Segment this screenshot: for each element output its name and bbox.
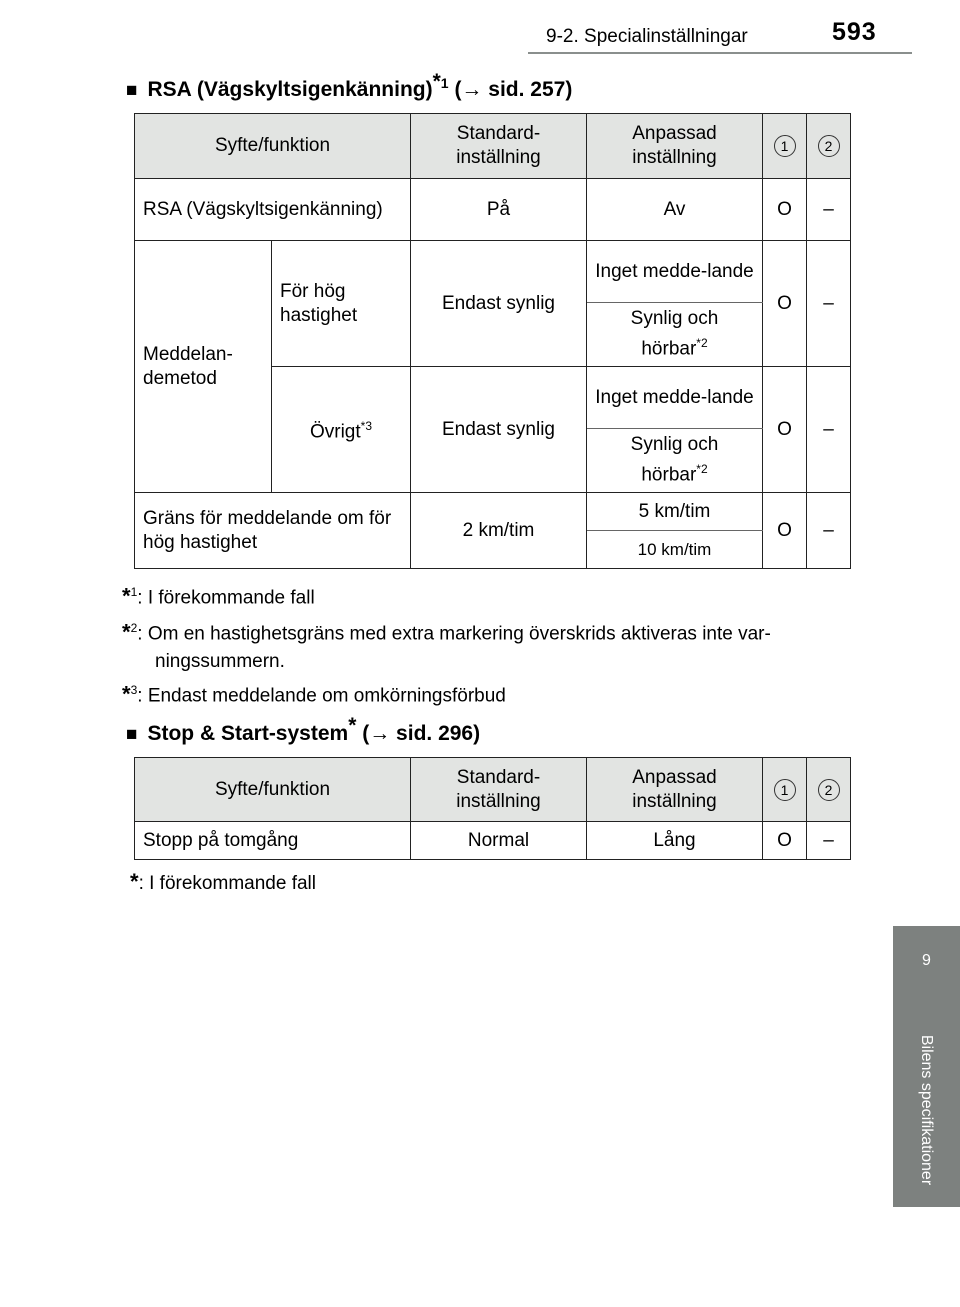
cell-other-label: Övrigt$^{*3}$ bbox=[272, 367, 411, 493]
cell-default: På bbox=[411, 179, 587, 241]
footnote: *$^3$: Endast meddelande om omkörningsförbud bbox=[122, 681, 506, 707]
cell-other-c1: O bbox=[763, 367, 807, 493]
footnote-asterisk-icon: * bbox=[122, 619, 131, 645]
col-header-1 bbox=[763, 758, 807, 822]
heading-footnote-ref: 1 bbox=[440, 75, 449, 91]
chapter-title-tab[interactable] bbox=[893, 1010, 960, 1207]
cell-c2: – bbox=[807, 822, 851, 860]
footnote: *$^2$: Om en hastighetsgräns med extra markering överskrids aktiveras inte var- ningssummern. bbox=[122, 619, 771, 673]
footnote-asterisk-icon: * bbox=[122, 681, 131, 707]
cell-high-speed-default: Endast synlig bbox=[411, 241, 587, 367]
footnote: *$^1$: I förekommande fall bbox=[122, 583, 315, 609]
footnote-asterisk-icon: * bbox=[122, 583, 131, 609]
footnote-ref: 2 bbox=[700, 336, 708, 351]
cell-limit-opt1: 5 km/tim bbox=[587, 493, 763, 531]
table-header-row bbox=[135, 758, 851, 822]
col-header-1 bbox=[763, 114, 807, 179]
table-row bbox=[135, 493, 851, 531]
cell-other-default: Endast synlig bbox=[411, 367, 587, 493]
cell-c2: – bbox=[807, 179, 851, 241]
cell-limit-c2: – bbox=[807, 493, 851, 569]
circled-2-icon: 2 bbox=[818, 779, 840, 801]
col-header-default: Standard-inställning bbox=[411, 758, 587, 822]
cell-high-speed-c2: – bbox=[807, 241, 851, 367]
cell-function: RSA (Vägskyltsigenkänning) bbox=[135, 179, 411, 241]
rsa-heading-text: RSA (Vägskyltsigenkänning) bbox=[147, 78, 433, 101]
chapter-number: 9 bbox=[922, 952, 931, 969]
cell-high-speed-opt2: Synlig och hörbar$^{*2}$ bbox=[587, 303, 763, 367]
col-header-custom: Anpassad inställning bbox=[587, 114, 763, 179]
bullet-square-icon: ■ bbox=[126, 724, 138, 745]
cell-function: Stopp på tomgång bbox=[135, 822, 411, 860]
cell-method-label: Meddelan-demetod bbox=[135, 241, 272, 493]
cell-other-opt2: Synlig och hörbar$^{*2}$ bbox=[587, 429, 763, 493]
col-header-2 bbox=[807, 114, 851, 179]
opt2-text: Synlig och hörbar bbox=[630, 308, 719, 360]
page-reference: (→ sid. 296) bbox=[362, 722, 481, 745]
header-rule bbox=[528, 52, 912, 54]
cell-limit-default: 2 km/tim bbox=[411, 493, 587, 569]
footnote-ref: 2 bbox=[700, 462, 708, 477]
col-header-2 bbox=[807, 758, 851, 822]
footnote-asterisk-icon: * bbox=[130, 869, 139, 894]
page-number: 593 bbox=[832, 18, 877, 46]
rsa-settings-table bbox=[134, 113, 851, 569]
bullet-square-icon: ■ bbox=[126, 80, 138, 101]
footnote-text: I förekommande fall bbox=[149, 873, 316, 894]
stopstart-heading: ■ Stop & Start-system* (→ sid. 296) bbox=[126, 714, 481, 745]
footnote-number: 3 bbox=[130, 683, 138, 697]
col-header-function: Syfte/funktion bbox=[135, 114, 411, 179]
other-label-text: Övrigt bbox=[309, 421, 361, 443]
table-row bbox=[135, 822, 851, 860]
table-row bbox=[135, 179, 851, 241]
footnote-text: Endast meddelande om omkörningsförbud bbox=[147, 685, 506, 707]
cell-default: Normal bbox=[411, 822, 587, 860]
footnote-text: Om en hastighetsgräns med extra markering överskrids aktiveras inte var- bbox=[147, 623, 771, 645]
cell-limit-opt2: 10 km/tim bbox=[587, 531, 763, 569]
cell-high-speed-label: För hög hastighet bbox=[272, 241, 411, 367]
col-header-default: Standard-inställning bbox=[411, 114, 587, 179]
circled-1-icon: 1 bbox=[774, 779, 796, 801]
page-reference: (→ sid. 257) bbox=[454, 78, 573, 101]
cell-other-opt1: Inget medde-lande bbox=[587, 367, 763, 429]
cell-limit-label: Gräns för meddelande om för hög hastighet bbox=[135, 493, 411, 569]
chapter-tab[interactable] bbox=[893, 926, 960, 1010]
cell-c1: O bbox=[763, 822, 807, 860]
col-header-function: Syfte/funktion bbox=[135, 758, 411, 822]
footnote: *: I förekommande fall bbox=[130, 869, 316, 894]
stopstart-settings-table bbox=[134, 757, 851, 860]
footnote-text: I förekommande fall bbox=[147, 587, 315, 609]
circled-1-icon: 1 bbox=[774, 135, 796, 157]
footnote-text-continued: ningssummern. bbox=[155, 651, 285, 673]
cell-high-speed-opt1: Inget medde-lande bbox=[587, 241, 763, 303]
table-row bbox=[135, 241, 851, 303]
cell-custom: Lång bbox=[587, 822, 763, 860]
opt2-text: Synlig och hörbar bbox=[630, 434, 719, 486]
cell-other-c2: – bbox=[807, 367, 851, 493]
footnote-number: 1 bbox=[130, 585, 138, 599]
cell-high-speed-c1: O bbox=[763, 241, 807, 367]
table-header-row bbox=[135, 114, 851, 179]
rsa-heading: ■ RSA (Vägskyltsigenkänning)$^{*1}$ (→ sid. 257) bbox=[126, 70, 573, 101]
section-title: 9-2. Specialinställningar bbox=[546, 26, 748, 47]
col-header-custom: Anpassad inställning bbox=[587, 758, 763, 822]
stopstart-heading-text: Stop & Start-system bbox=[147, 722, 349, 745]
circled-2-icon: 2 bbox=[818, 135, 840, 157]
footnote-number: 2 bbox=[130, 621, 138, 635]
cell-c1: O bbox=[763, 179, 807, 241]
cell-custom: Av bbox=[587, 179, 763, 241]
footnote-ref: 3 bbox=[365, 419, 373, 434]
cell-limit-c1: O bbox=[763, 493, 807, 569]
chapter-title: Bilens specifikationer bbox=[918, 1034, 935, 1186]
